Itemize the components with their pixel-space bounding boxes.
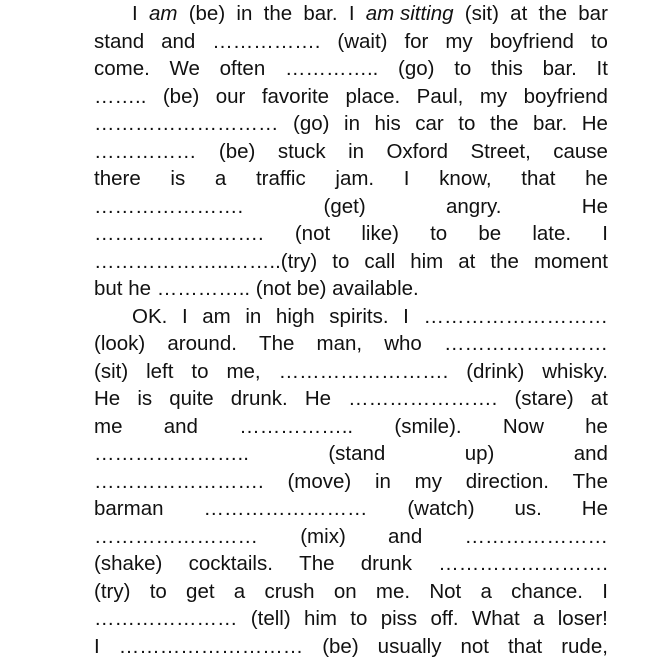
text-word: our: [216, 83, 246, 111]
text-word: that: [508, 633, 542, 660]
text-word: in: [245, 303, 261, 331]
text-word: ………………………: [423, 303, 608, 331]
text-word: bar: [578, 0, 608, 28]
text-word: to: [332, 248, 349, 276]
text-word: crush: [264, 578, 314, 606]
text-word: (get): [324, 193, 366, 221]
text-word: left: [146, 358, 173, 386]
text-word: in: [344, 110, 360, 138]
text-word: ………………..……..(try): [94, 248, 317, 276]
text-word: around.: [167, 330, 237, 358]
text-word: for: [404, 28, 428, 56]
text-word: I: [132, 0, 138, 28]
text-line: [94, 523, 608, 551]
text-word: high: [276, 303, 315, 331]
text-word: …………………….: [94, 468, 264, 496]
text-word: bar.: [533, 110, 567, 138]
text-word: my: [415, 468, 442, 496]
text-word: (watch): [407, 495, 474, 523]
text-word: late.: [532, 220, 571, 248]
text-word: What: [472, 605, 520, 633]
text-word: …………………….: [438, 550, 608, 578]
text-word: ………………………: [94, 110, 279, 138]
text-word: I: [94, 633, 100, 660]
text-word: OK.: [132, 303, 167, 331]
text-word: rude,: [561, 633, 608, 660]
text-word: chance.: [511, 578, 583, 606]
text-word: be: [478, 220, 501, 248]
text-word: a: [481, 578, 492, 606]
text-word: him: [304, 605, 337, 633]
text-word: (be): [219, 138, 255, 166]
text-word: traffic: [256, 165, 306, 193]
text-word: drunk: [361, 550, 412, 578]
text-word: moment: [534, 248, 608, 276]
text-word: (smile).: [394, 413, 461, 441]
text-line: [94, 110, 608, 138]
text-word: to: [454, 55, 471, 83]
text-word: ……………………: [444, 330, 608, 358]
text-word: jam.: [335, 165, 374, 193]
text-word: that: [521, 165, 555, 193]
text-word: drunk.: [231, 385, 288, 413]
text-line: [94, 0, 608, 28]
text-word: the: [264, 0, 293, 28]
text-word: Oxford: [386, 138, 448, 166]
text-word: (mix): [300, 523, 346, 551]
text-word: cause: [553, 138, 608, 166]
text-word: stand: [94, 28, 144, 56]
text-word: and: [388, 523, 422, 551]
text-word: him: [410, 248, 443, 276]
text-word: I: [404, 165, 410, 193]
text-word: I: [182, 303, 188, 331]
text-line: [94, 358, 608, 386]
text-word: his: [375, 110, 401, 138]
text-word: (drink): [466, 358, 524, 386]
text-line: [94, 605, 608, 633]
text-word: (shake): [94, 550, 162, 578]
text-word: The: [573, 468, 608, 496]
text-word: loser!: [558, 605, 608, 633]
text-word: to: [350, 605, 367, 633]
text-word: a: [215, 165, 226, 193]
text-word: Paul,: [417, 83, 464, 111]
text-word: Now: [503, 413, 544, 441]
text-word: ……..: [94, 83, 146, 111]
text-word: and: [161, 28, 195, 56]
text-word: in: [348, 138, 364, 166]
text-word: We: [170, 55, 200, 83]
text-word: ……………………: [203, 495, 367, 523]
text-word: to: [430, 220, 447, 248]
text-word: …………………….: [279, 358, 449, 386]
text-word: come.: [94, 55, 150, 83]
text-word: off.: [430, 605, 458, 633]
text-line: [94, 193, 608, 221]
text-word: whisky.: [542, 358, 608, 386]
text-word: (stand: [328, 440, 385, 468]
text-word: at: [591, 385, 608, 413]
text-word: am: [149, 0, 177, 28]
text-word: …………………….: [94, 220, 264, 248]
text-word: (move): [287, 468, 351, 496]
text-word: bar.: [303, 0, 337, 28]
text-word: I: [602, 220, 608, 248]
text-word: my: [480, 83, 507, 111]
text-word: (not: [295, 220, 330, 248]
text-word: spirits.: [329, 303, 388, 331]
text-word: favorite: [262, 83, 329, 111]
text-word: often: [220, 55, 266, 83]
text-word: (sit): [465, 0, 499, 28]
text-word: I: [602, 578, 608, 606]
text-word: The: [259, 330, 294, 358]
text-word: usually: [378, 633, 442, 660]
text-word: (be): [189, 0, 225, 28]
text-line: [94, 165, 608, 193]
text-word: He: [582, 110, 608, 138]
text-word: me,: [226, 358, 260, 386]
text-line: [94, 468, 608, 496]
text-word: quite: [169, 385, 213, 413]
text-word: angry.: [446, 193, 501, 221]
text-word: (go): [398, 55, 434, 83]
text-word: is: [137, 385, 152, 413]
text-word: the: [490, 248, 519, 276]
text-word: (be): [163, 83, 199, 111]
text-line: [94, 248, 608, 276]
text-word: call: [364, 248, 395, 276]
text-word: (tell): [251, 605, 291, 633]
text-line: [94, 138, 608, 166]
text-line: [94, 413, 608, 441]
text-word: car: [415, 110, 443, 138]
text-word: and: [164, 413, 198, 441]
text-word: to: [591, 28, 608, 56]
text-word: …………….: [212, 28, 320, 56]
text-word: man,: [317, 330, 363, 358]
text-word: (go): [293, 110, 329, 138]
text-word: …………..: [285, 55, 378, 83]
text-word: the: [539, 0, 568, 28]
text-word: ………………….: [348, 385, 497, 413]
text-word: boyfriend: [524, 83, 608, 111]
text-word: stuck: [278, 138, 326, 166]
text-line: [94, 55, 608, 83]
text-word: he: [585, 165, 608, 193]
text-word: up): [465, 440, 495, 468]
text-word: place.: [346, 83, 401, 111]
text-word: piss: [381, 605, 417, 633]
text-word: me.: [376, 578, 410, 606]
text-word: (be): [322, 633, 358, 660]
text-word: the: [490, 110, 519, 138]
text-word: (stare): [514, 385, 573, 413]
text-word: is: [170, 165, 185, 193]
text-word: am sitting: [366, 0, 454, 28]
text-line: [94, 330, 608, 358]
text-word: this: [491, 55, 523, 83]
text-word: …………………: [94, 605, 238, 633]
text-word: at: [510, 0, 527, 28]
text-word: my: [445, 28, 472, 56]
text-word: barman: [94, 495, 164, 523]
text-word: (wait): [337, 28, 387, 56]
text-line: [94, 303, 608, 331]
text-line: [94, 220, 608, 248]
text-word: there: [94, 165, 141, 193]
text-word: It: [597, 55, 608, 83]
text-word: (sit): [94, 358, 128, 386]
text-word: in: [375, 468, 391, 496]
text-word: cocktails.: [189, 550, 273, 578]
text-word: to: [458, 110, 475, 138]
text-line: [94, 28, 608, 56]
text-line: [94, 633, 608, 660]
text-word: me: [94, 413, 122, 441]
text-word: he: [585, 413, 608, 441]
text-word: bar.: [543, 55, 577, 83]
text-word: ……………………: [94, 523, 258, 551]
text-word: I: [403, 303, 409, 331]
text-word: …………………..: [94, 440, 249, 468]
text-word: a: [533, 605, 544, 633]
text-word: a: [234, 578, 245, 606]
text-word: …………………: [464, 523, 608, 551]
text-word: to: [191, 358, 208, 386]
text-word: boyfriend: [490, 28, 574, 56]
text-word: in: [236, 0, 252, 28]
text-word: am: [202, 303, 230, 331]
text-word: The: [299, 550, 334, 578]
text-word: like): [361, 220, 399, 248]
text-word: Street,: [470, 138, 530, 166]
text-word: (look): [94, 330, 145, 358]
text-word: He: [582, 193, 608, 221]
text-line: [94, 83, 608, 111]
text-line: [94, 495, 608, 523]
text-word: I: [349, 0, 355, 28]
text-word: know,: [439, 165, 491, 193]
text-word: He: [582, 495, 608, 523]
text-word: ………………….: [94, 193, 243, 221]
text-line: [94, 550, 608, 578]
text-word: to: [150, 578, 167, 606]
text-word: Not: [429, 578, 461, 606]
text-word: ……………: [94, 138, 197, 166]
text-word: (try): [94, 578, 130, 606]
text-word: direction.: [466, 468, 549, 496]
text-word: and: [574, 440, 608, 468]
text-word: He: [305, 385, 331, 413]
text-word: ………………………: [119, 633, 304, 660]
text-word: who: [384, 330, 422, 358]
text-word: not: [460, 633, 489, 660]
text-line: [94, 578, 608, 606]
text-word: us.: [515, 495, 542, 523]
text-word: on: [334, 578, 357, 606]
text-word: He: [94, 385, 120, 413]
text-word: ……………..: [239, 413, 353, 441]
exercise-text: [94, 0, 608, 660]
text-line: [94, 440, 608, 468]
text-line: [94, 275, 608, 303]
text-line: [94, 385, 608, 413]
text-word: get: [186, 578, 215, 606]
text-word: at: [458, 248, 475, 276]
text-word: but he ………….. (not be) available.: [94, 275, 419, 303]
